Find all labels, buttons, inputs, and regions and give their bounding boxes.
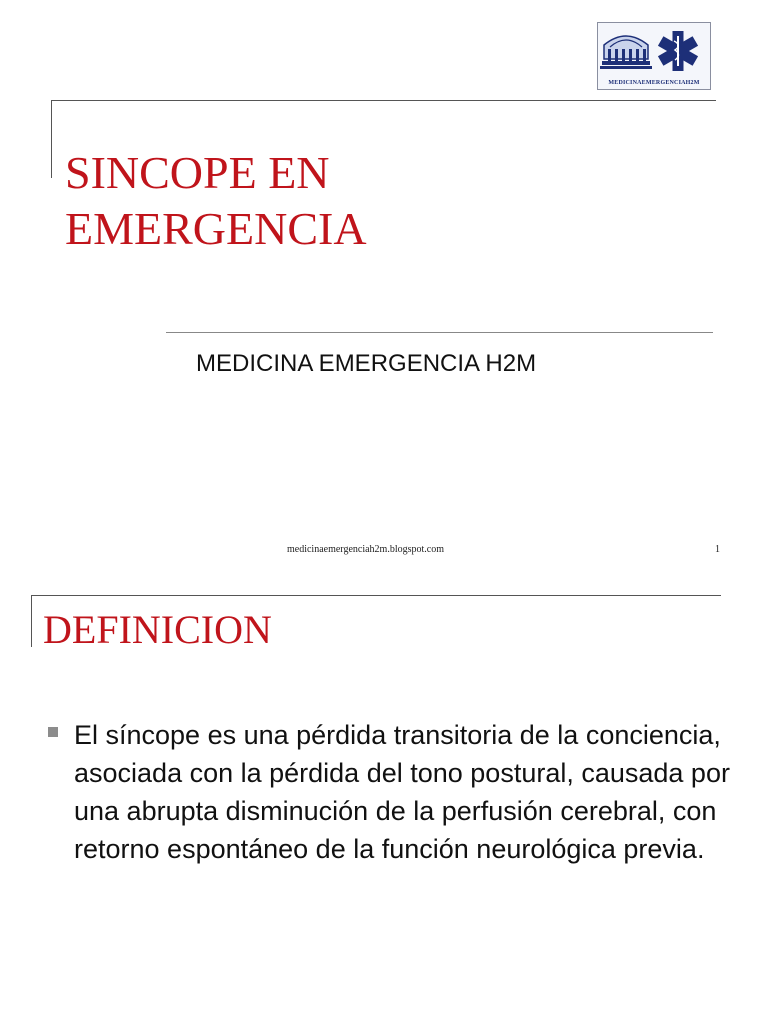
title-frame-top-line xyxy=(51,100,716,101)
subtitle-divider xyxy=(166,332,713,333)
heading-frame-left-line xyxy=(31,595,32,647)
heading-frame-top-line xyxy=(31,595,721,596)
slide-heading: DEFINICION xyxy=(43,607,272,652)
footer-url: medicinaemergenciah2m.blogspot.com xyxy=(287,544,444,555)
hospital-building-icon xyxy=(600,36,652,69)
slide-title: SINCOPE EN EMERGENCIA xyxy=(65,147,367,254)
bullet-list xyxy=(48,716,738,868)
square-bullet-icon xyxy=(48,727,58,737)
logo xyxy=(597,22,711,90)
bullet-text: El síncope es una pérdida transitoria de la conciencia, asociada con la pérdida del tono postural, causada por una abrupta disminución de la perfusión cerebral, con retorno espontáneo de la función neurológica previa. xyxy=(74,720,730,864)
logo-graphic xyxy=(598,23,710,81)
slide-2 xyxy=(0,572,768,1024)
star-of-life-icon xyxy=(658,31,698,71)
title-frame-left-line xyxy=(51,100,52,178)
list-item xyxy=(48,716,738,868)
logo-caption: MEDICINAEMERGENCIAH2M xyxy=(608,80,700,86)
page-number: 1 xyxy=(715,544,720,555)
slide-subtitle: MEDICINA EMERGENCIA H2M xyxy=(196,350,537,377)
